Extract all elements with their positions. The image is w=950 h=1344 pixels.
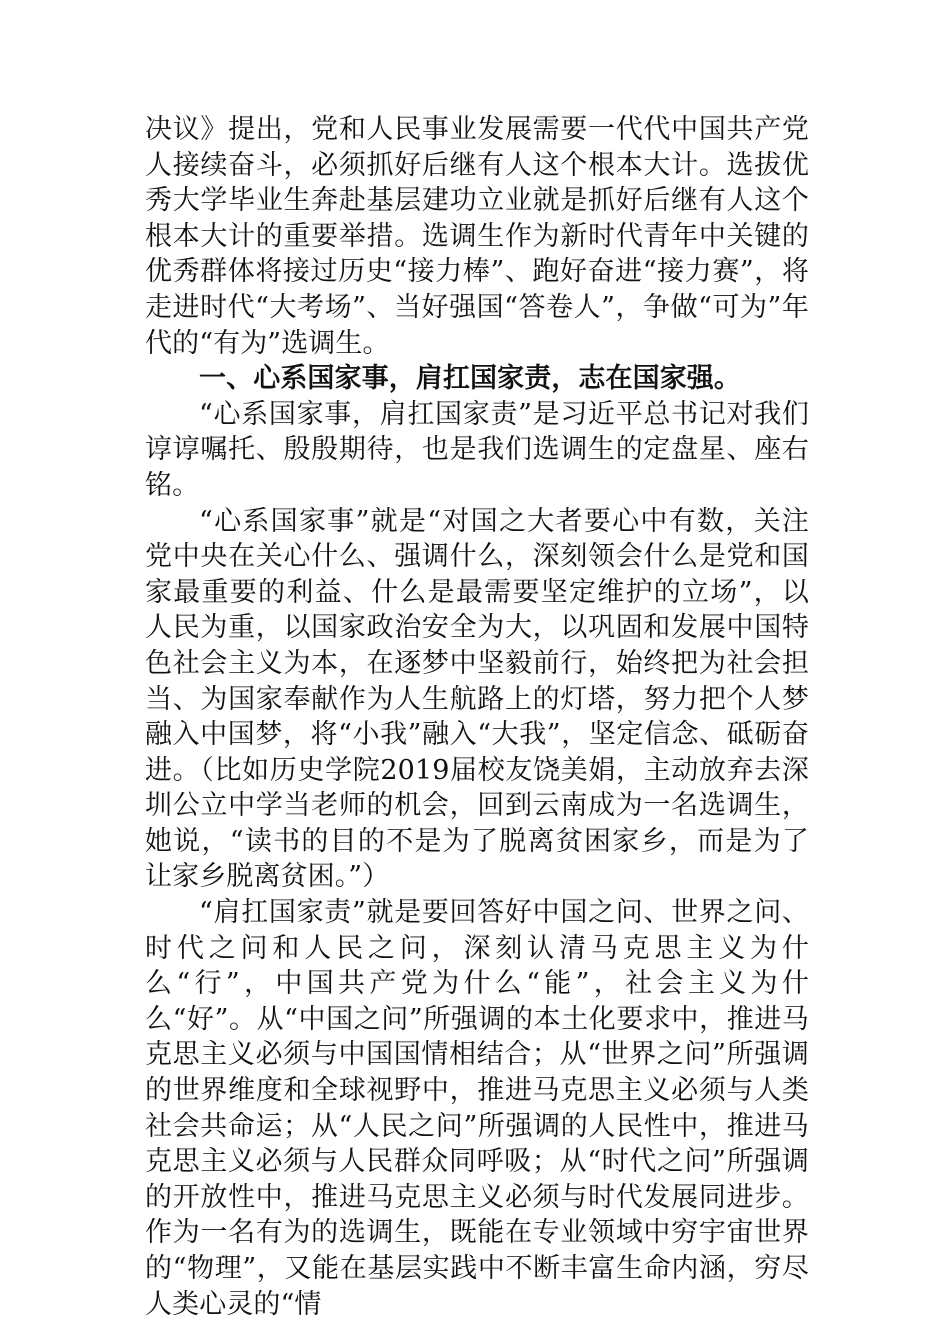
document-body [145, 112, 809, 1322]
section-heading: 一、心系国家事，肩扛国家责，志在国家强。 [199, 363, 741, 395]
body-paragraph: 决议》提出，党和人民事业发展需要一代代中国共产党人接续奋斗，必须抓好后继有人这个根本大计。选拔优秀大学毕业生奔赴基层建功立业就是抓好后继有人这个根本大计的重要举措。选调生作为新时代青年中关键的优秀群体将接过历史“接力棒”、跑好奋进“接力赛”，将走进时代“大考场”、当好强国“答卷人”，争做“可为”年代的“有为”选调生。 [145, 114, 809, 359]
body-paragraph: “心系国家事”就是“对国之大者要心中有数，关注党中央在关心什么、强调什么，深刻领会什么是党和国家最重要的利益、什么是最需要坚定维护的立场”，以人民为重，以国家政治安全为大，以巩固和发展中国特色社会主义为本，在逐梦中坚毅前行，始终把为社会担当、为国家奉献作为人生航路上的灯塔，努力把个人梦融入中国梦，将“小我”融入“大我”，坚定信念、砥砺奋进。（比如历史学院2019届校友饶美娟，主动放弃去深圳公立中学当老师的机会，回到云南成为一名选调生，她说，“读书的目的不是为了脱离贫困家乡，而是为了让家乡脱离贫困。”） [145, 505, 809, 893]
body-paragraph: “肩扛国家责”就是要回答好中国之问、世界之问、时代之问和人民之问，深刻认清马克思主义为什么“行”，中国共产党为什么“能”，社会主义为什么“好”。从“中国之问”所强调的本土化要求中，推进马克思主义必须与中国国情相结合；从“世界之问”所强调的世界维度和全球视野中，推进马克思主义必须与人类社会共命运；从“人民之问”所强调的人民性中，推进马克思主义必须与人民群众同呼吸；从“时代之问”所强调的开放性中，推进马克思主义必须与时代发展同进步。作为一名有为的选调生，既能在专业领域中穷宇宙世界的“物理”，又能在基层实践中不断丰富生命内涵，穷尽人类心灵的“情 [145, 897, 809, 1320]
body-paragraph: “心系国家事，肩扛国家责”是习近平总书记对我们谆谆嘱托、殷殷期待，也是我们选调生的定盘星、座右铭。 [145, 398, 809, 501]
